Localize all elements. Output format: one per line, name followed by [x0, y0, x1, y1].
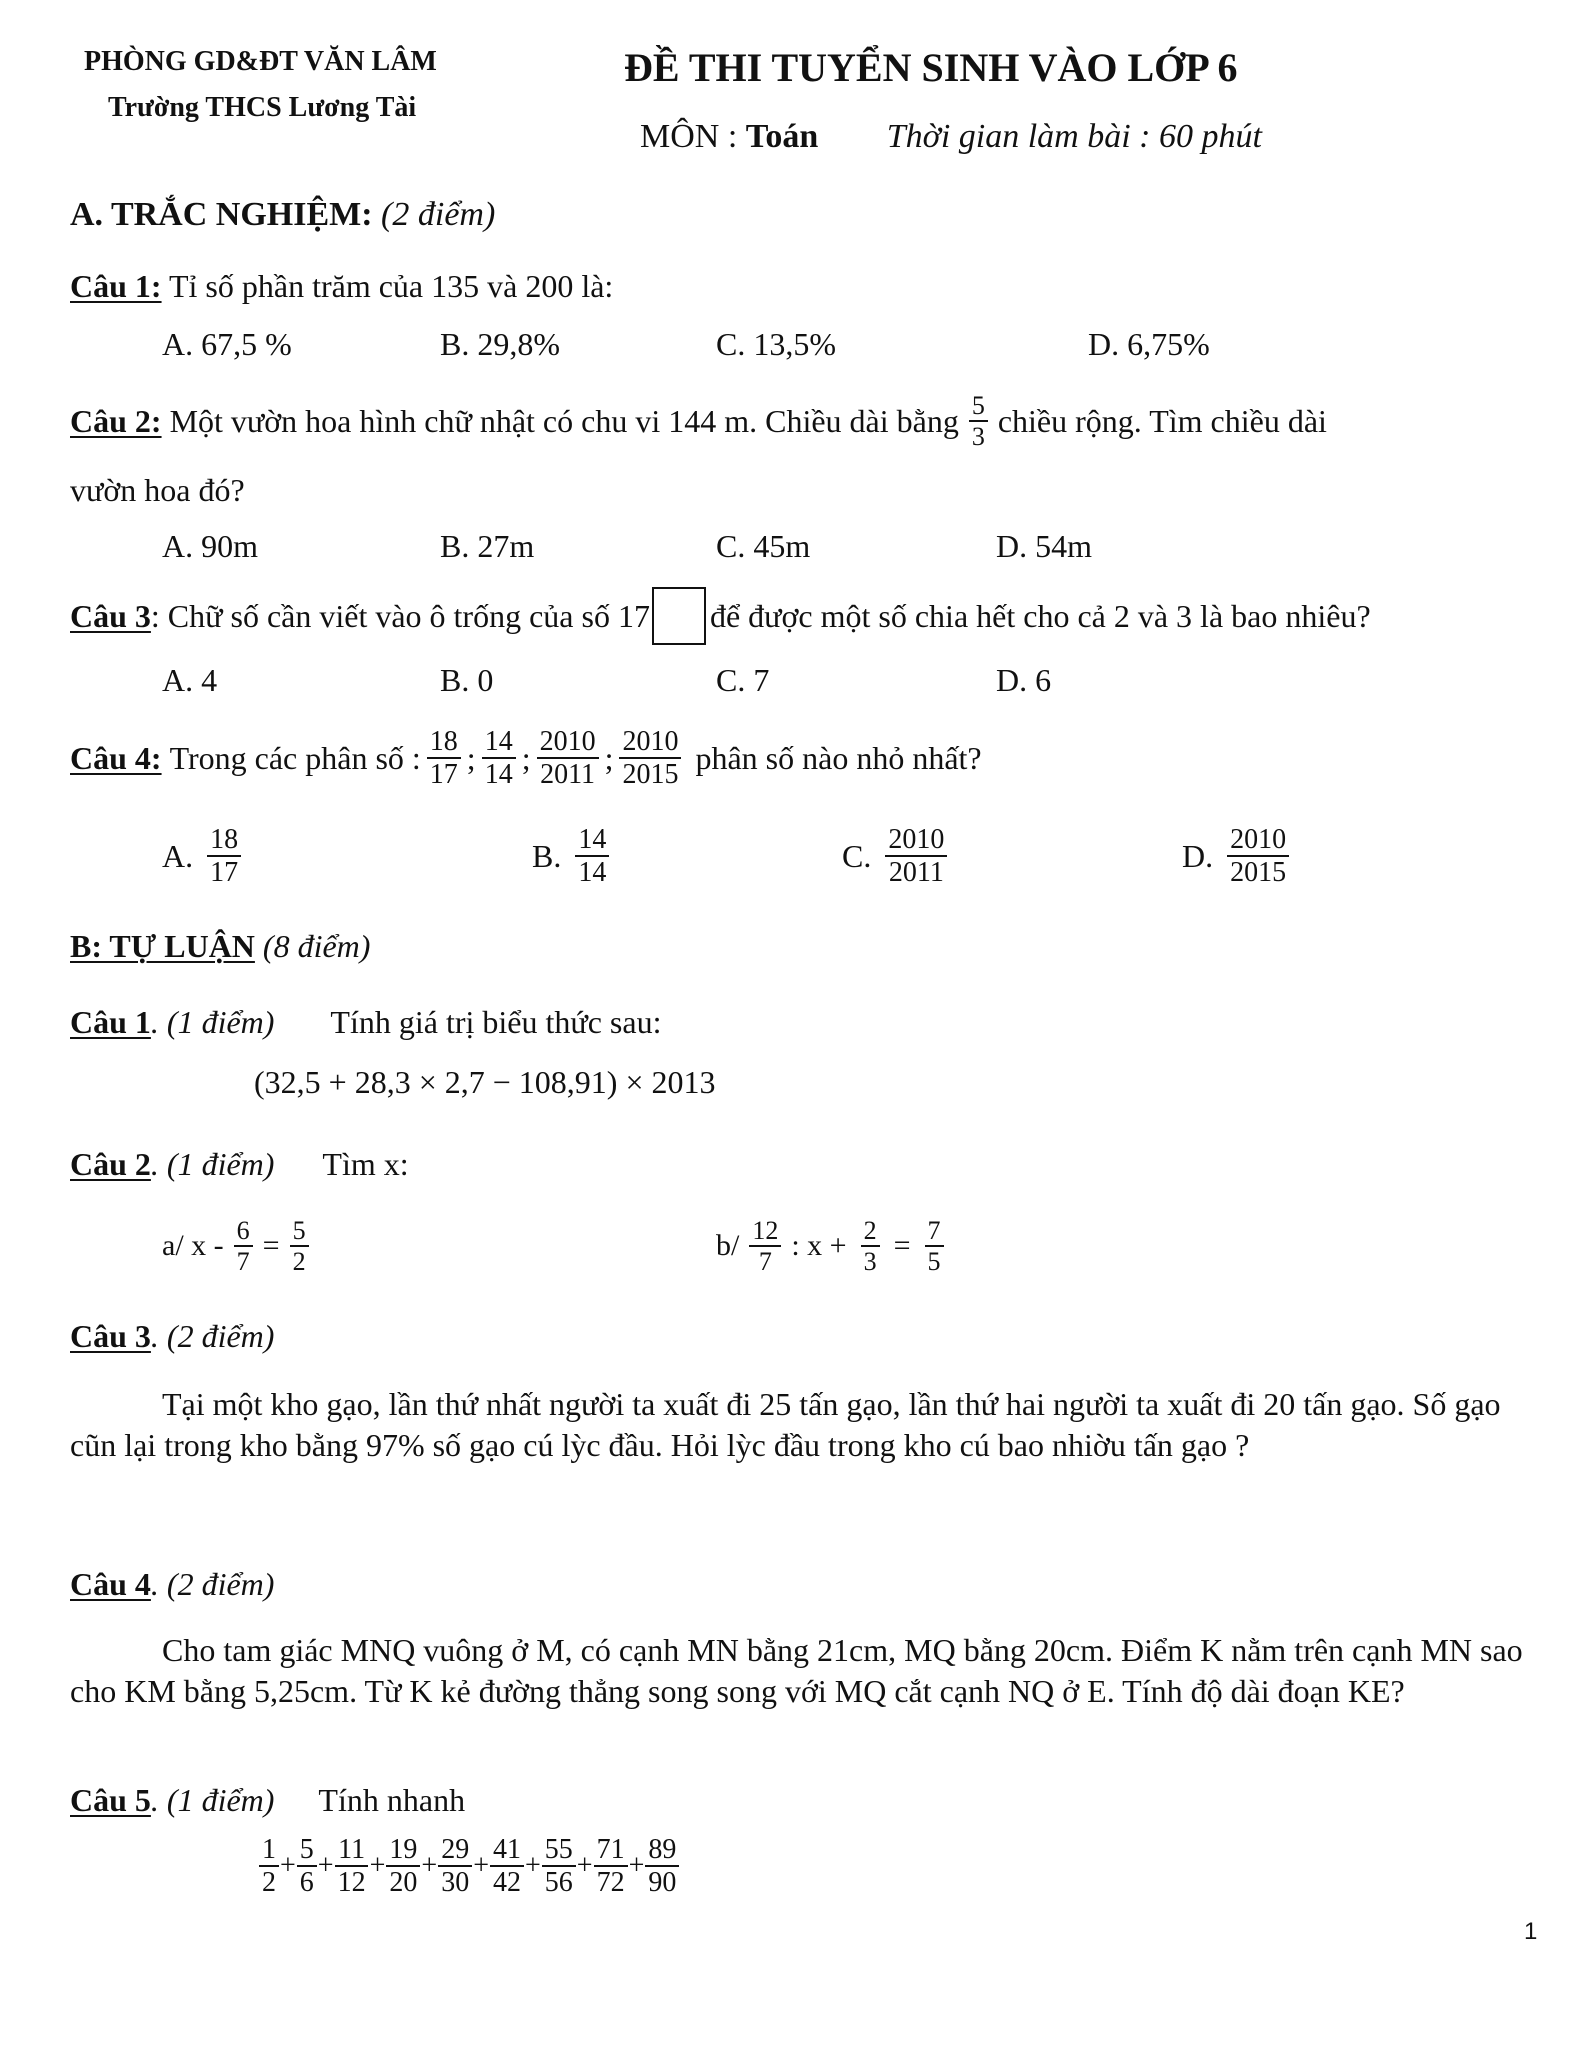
section-b-points: (8 điểm): [262, 928, 371, 964]
fraction-denominator: 56: [544, 1867, 573, 1898]
question-4-fraction-4: [619, 726, 681, 791]
fraction-numerator: 19: [386, 1834, 420, 1867]
sum-term-fraction: [259, 1834, 279, 1899]
question-4: [70, 718, 982, 798]
fraction-numerator: 71: [594, 1834, 628, 1867]
question-4-text: Trong các phân số :: [169, 739, 421, 776]
section-a-heading: [70, 196, 495, 234]
sum-term-fraction: [386, 1834, 420, 1899]
fraction-denominator: 2015: [1230, 857, 1287, 888]
q4-option-b: [532, 816, 615, 896]
exam-time: Thời gian làm bài : 60 phút: [886, 118, 1262, 155]
sum-term-fraction: [542, 1834, 576, 1899]
q3-option-a: A. 4: [162, 662, 218, 698]
essay-question-1: [70, 1004, 661, 1041]
fraction-denominator: 42: [492, 1867, 521, 1898]
question-4-label: Câu 4:: [70, 739, 162, 776]
q4-option-c: [842, 816, 953, 896]
essay-2-points: . (1 điểm): [150, 1146, 275, 1182]
plus-sign: +: [317, 1850, 334, 1881]
essay-3-points: . (2 điểm): [150, 1318, 275, 1354]
fraction-denominator: 2: [262, 1867, 276, 1898]
fraction-numerator: 2: [861, 1216, 880, 1247]
q4-option-a: [162, 816, 247, 896]
fraction-numerator: 6: [234, 1216, 253, 1247]
essay-1-expression: (32,5 + 28,3 × 2,7 − 108,91) × 2013: [254, 1064, 716, 1100]
fraction-numerator: 2010: [537, 726, 599, 759]
question-3-text: : Chữ số cần viết vào ô trống của số 17: [150, 597, 650, 634]
q1-option-c: C. 13,5%: [716, 326, 836, 362]
q1-option-b: B. 29,8%: [440, 326, 560, 362]
fraction-numerator: 14: [482, 726, 516, 759]
subject-label: MÔN :: [640, 118, 746, 155]
fraction-denominator: 3: [971, 422, 985, 451]
essay-question-5: [70, 1782, 465, 1819]
essay-5-label: Câu 5: [70, 1782, 151, 1818]
fraction-denominator: 7: [236, 1247, 250, 1276]
fraction-denominator: 2011: [888, 857, 944, 888]
question-2-continuation: vườn hoa đó?: [70, 472, 245, 508]
essay-4-label: Câu 4: [70, 1566, 151, 1602]
option-fraction: [885, 824, 947, 889]
question-3-label: Câu 3: [70, 597, 151, 634]
plus-sign: +: [280, 1850, 296, 1881]
fraction-numerator: 41: [490, 1834, 524, 1867]
fraction-numerator: 5: [969, 391, 988, 422]
fraction-denominator: 30: [441, 1867, 470, 1898]
sum-term-fraction: [490, 1834, 524, 1899]
fraction-denominator: 7: [758, 1247, 772, 1276]
question-3-text-after: để được một số chia hết cho cả 2 và 3 là bao nhiêu?: [709, 597, 1371, 634]
question-2-text-after: chiều rộng. Tìm chiều dài: [997, 402, 1327, 439]
option-letter: B.: [532, 837, 562, 874]
part-b-middle: : x +: [791, 1229, 847, 1262]
part-b-fraction-3: [925, 1216, 944, 1276]
question-2-text: Một vườn hoa hình chữ nhật có chu vi 144 m. Chiều dài bằng: [169, 402, 959, 439]
essay-question-2: [70, 1146, 409, 1183]
fraction-denominator: 6: [299, 1867, 314, 1898]
section-a-title: A. TRẮC NGHIỆM:: [70, 196, 373, 233]
essay-4-paragraph: [70, 1630, 1540, 1712]
essay-1-label: Câu 1: [70, 1004, 151, 1040]
plus-sign: +: [473, 1850, 489, 1881]
fraction-numerator: 2010: [885, 824, 947, 857]
fraction-numerator: 1: [259, 1834, 279, 1867]
sum-term-fraction: [297, 1834, 317, 1899]
school-name: Trường THCS Lương Tài: [108, 92, 417, 123]
sum-term-fraction: [335, 1834, 369, 1899]
fraction-numerator: 55: [542, 1834, 576, 1867]
q2-option-b: B. 27m: [440, 528, 535, 564]
department-name: PHÒNG GD&ĐT VĂN LÂM: [84, 46, 437, 77]
option-letter: D.: [1182, 837, 1214, 874]
sum-term-fraction: [594, 1834, 628, 1899]
option-letter: C.: [842, 837, 872, 874]
fraction-denominator: 17: [429, 759, 458, 790]
question-2: [70, 388, 1327, 454]
question-1-text: Tỉ số phần trăm của 135 và 200 là:: [168, 268, 614, 304]
essay-2-label: Câu 2: [70, 1146, 151, 1182]
part-b-fraction-2: [861, 1216, 880, 1276]
fraction-denominator: 14: [484, 759, 513, 790]
exam-title: ĐỀ THI TUYỂN SINH VÀO LỚP 6: [624, 45, 1238, 90]
plus-sign: +: [421, 1850, 438, 1881]
sum-term-fraction: [438, 1834, 472, 1899]
q2-option-c: C. 45m: [716, 528, 811, 564]
blank-digit-box: [652, 587, 706, 645]
fraction-numerator: 89: [645, 1834, 679, 1867]
fraction-denominator: 2: [292, 1247, 306, 1276]
plus-sign: +: [524, 1850, 541, 1881]
fraction-separator: ;: [521, 739, 531, 776]
essay-2-text: Tìm x:: [322, 1146, 409, 1182]
subject-line: [640, 118, 1262, 156]
q2-option-d: D. 54m: [996, 528, 1092, 564]
essay-question-4: [70, 1566, 274, 1603]
fraction-numerator: 5: [297, 1834, 317, 1867]
fraction-denominator: 2011: [540, 759, 596, 790]
fraction-separator: ;: [604, 739, 614, 776]
fraction-numerator: 18: [427, 726, 461, 759]
q2-option-a: A. 90m: [162, 528, 258, 564]
plus-sign: +: [628, 1850, 645, 1881]
q3-option-c: C. 7: [716, 662, 770, 698]
option-fraction: [1227, 824, 1289, 889]
essay-2-part-a: [162, 1206, 319, 1286]
section-a-points: (2 điểm): [381, 196, 496, 233]
fraction-numerator: 5: [290, 1216, 309, 1247]
fraction-numerator: 2010: [1227, 824, 1289, 857]
subject-value: Toán: [745, 118, 819, 155]
fraction-denominator: 5: [927, 1247, 941, 1276]
section-b-title: B: TỰ LUẬN: [70, 928, 255, 964]
part-b-fraction-1: [749, 1216, 781, 1276]
page-number: 1: [1524, 1918, 1538, 1945]
question-3: [70, 586, 1371, 646]
essay-3-text: Tại một kho gạo, lần thứ nhất người ta xuất đi 25 tấn gạo, lần thứ hai người ta xuất đi 20 tấn gạo. Số gạo cũn lại trong kho bằng 97% số gạo cú lỳc đầu. Hỏi lỳc đầu trong kho cú bao nhiờu tấn gạo ?: [70, 1386, 1501, 1463]
q4-option-d: [1182, 816, 1295, 896]
essay-5-points: . (1 điểm): [150, 1782, 275, 1818]
question-1: [70, 268, 613, 305]
fraction-denominator: 20: [389, 1867, 418, 1898]
fraction-denominator: 72: [596, 1867, 625, 1898]
question-2-fraction: [969, 391, 988, 451]
essay-5-text: Tính nhanh: [318, 1782, 466, 1818]
section-b-heading: [70, 928, 370, 965]
essay-4-text: Cho tam giác MNQ vuông ở M, có cạnh MN bằng 21cm, MQ bằng 20cm. Điểm K nằm trên cạnh MN sao cho KM bằng 5,25cm. Từ K kẻ đường thẳng song song với MQ cắt cạnh NQ ở E. Tính độ dài đoạn KE?: [70, 1632, 1523, 1709]
q1-option-d: D. 6,75%: [1088, 326, 1210, 362]
question-4-fraction-3: [537, 726, 599, 791]
essay-2-part-b: [716, 1206, 958, 1286]
fraction-denominator: 17: [210, 857, 239, 888]
part-b-prefix: b/: [716, 1229, 740, 1262]
part-a-fraction-1: [234, 1216, 253, 1276]
essay-1-text: Tính giá trị biểu thức sau:: [330, 1004, 662, 1040]
fraction-separator: ;: [466, 739, 476, 776]
fraction-numerator: 11: [335, 1834, 368, 1867]
fraction-denominator: 2015: [622, 759, 679, 790]
question-2-label: Câu 2:: [70, 402, 162, 439]
question-4-fraction-1: [427, 726, 461, 791]
essay-3-paragraph: [70, 1384, 1540, 1466]
fraction-numerator: 29: [438, 1834, 472, 1867]
essay-question-3: [70, 1318, 274, 1355]
part-a-prefix: a/ x -: [162, 1229, 224, 1262]
essay-5-sum-expression: [258, 1826, 680, 1906]
question-1-label: Câu 1:: [70, 268, 162, 304]
question-4-text-after: phân số nào nhỏ nhất?: [695, 739, 982, 776]
essay-4-points: . (2 điểm): [150, 1566, 275, 1602]
q1-option-a: A. 67,5 %: [162, 326, 292, 362]
q3-option-d: D. 6: [996, 662, 1052, 698]
sum-term-fraction: [645, 1834, 679, 1899]
question-4-fraction-2: [482, 726, 516, 791]
fraction-numerator: 18: [207, 824, 241, 857]
fraction-denominator: 12: [337, 1867, 366, 1898]
plus-sign: +: [576, 1850, 593, 1881]
fraction-numerator: 12: [749, 1216, 781, 1247]
fraction-denominator: 3: [863, 1247, 877, 1276]
plus-sign: +: [369, 1850, 386, 1881]
fraction-numerator: 2010: [619, 726, 681, 759]
option-fraction: [207, 824, 241, 889]
part-a-fraction-2: [290, 1216, 309, 1276]
fraction-numerator: 7: [925, 1216, 944, 1247]
fraction-numerator: 14: [575, 824, 609, 857]
essay-1-points: . (1 điểm): [150, 1004, 275, 1040]
essay-3-label: Câu 3: [70, 1318, 151, 1354]
option-fraction: [575, 824, 609, 889]
fraction-denominator: 90: [648, 1867, 677, 1898]
equals-sign: =: [262, 1229, 280, 1262]
fraction-denominator: 14: [578, 857, 607, 888]
equals-sign: =: [893, 1229, 911, 1262]
option-letter: A.: [162, 837, 194, 874]
q3-option-b: B. 0: [440, 662, 494, 698]
